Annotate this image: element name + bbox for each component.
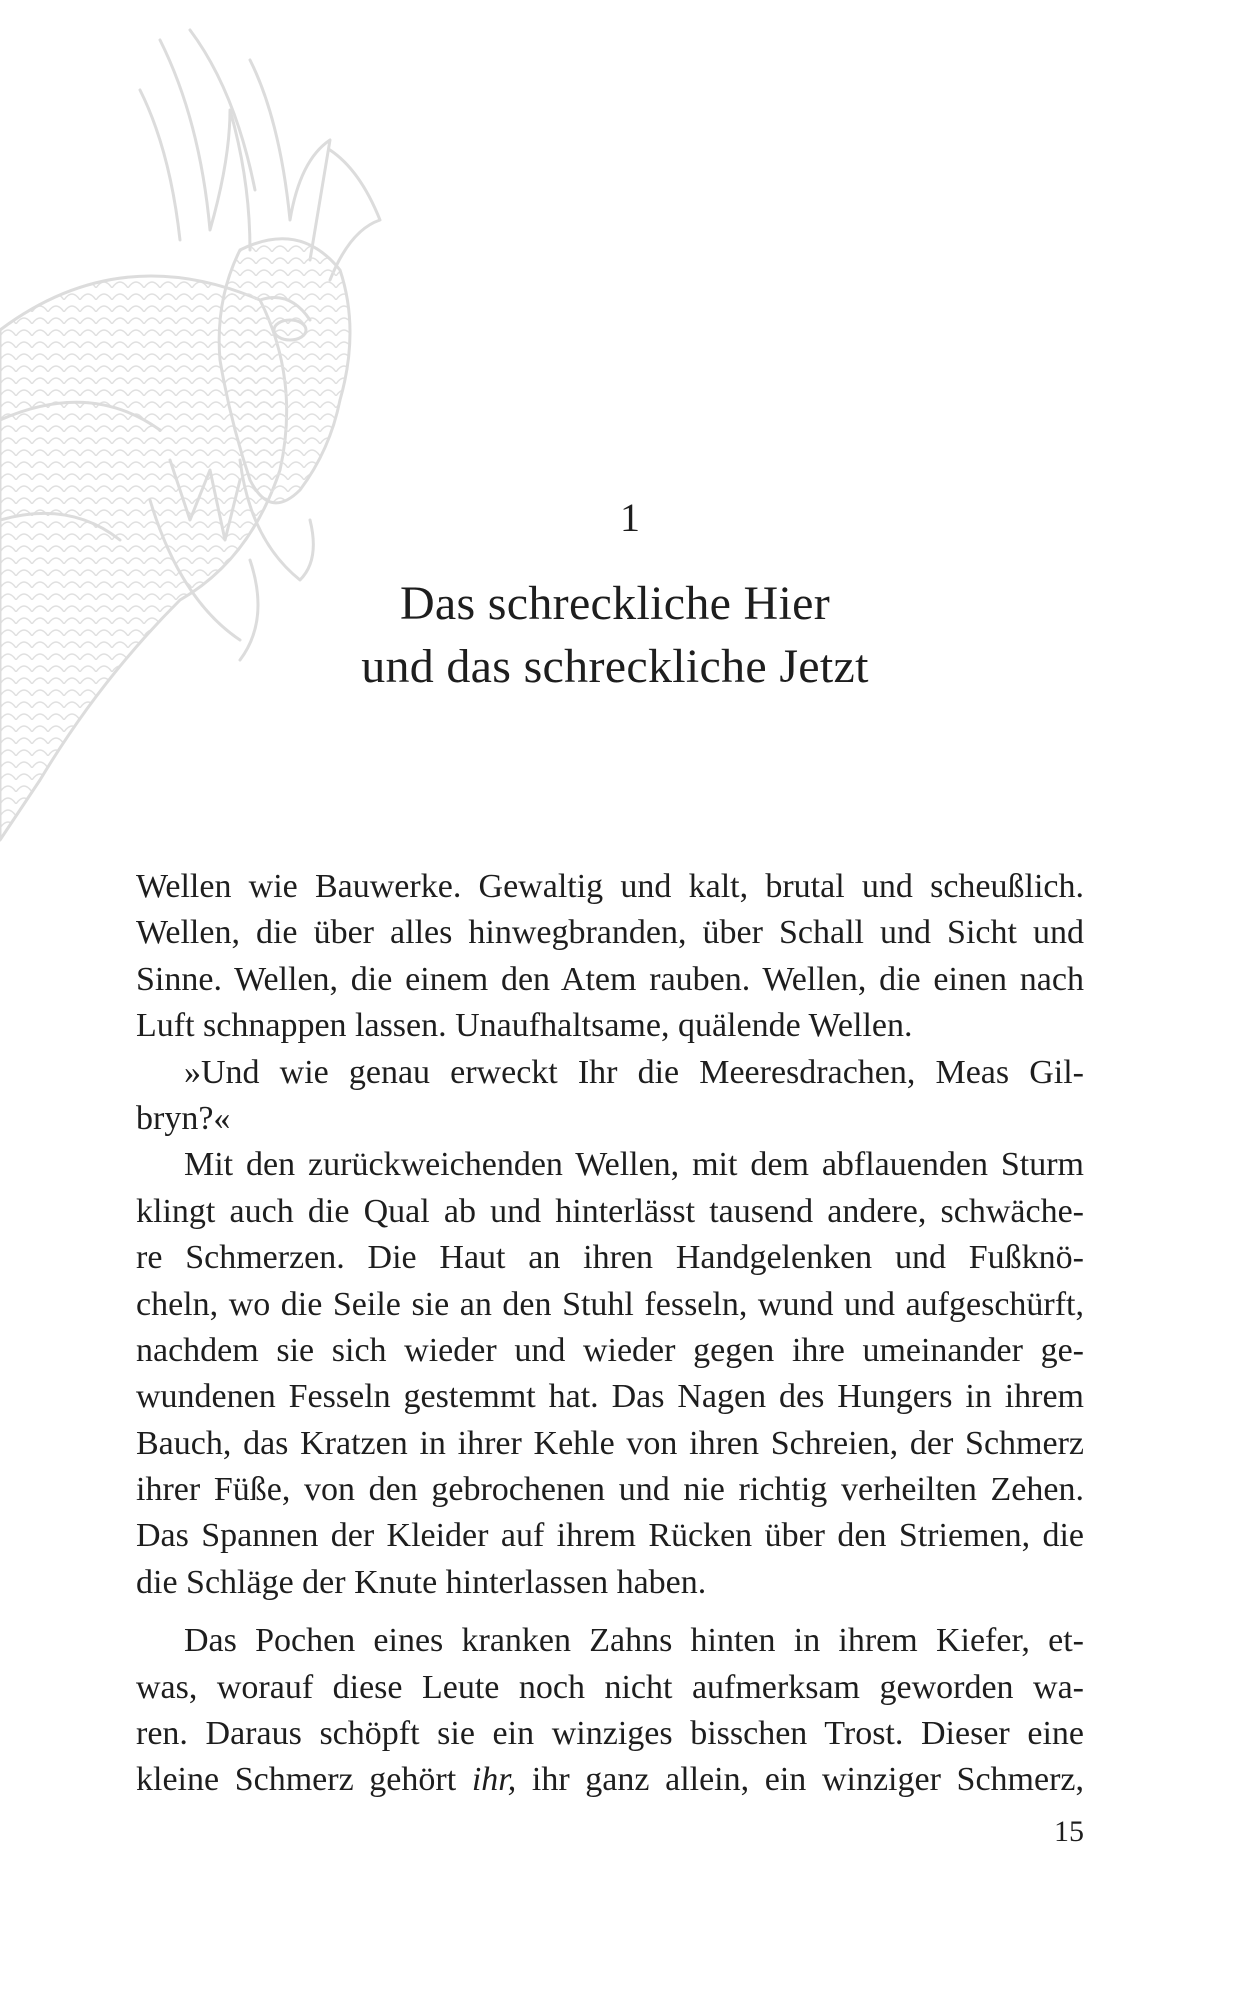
- chapter-number: 1: [620, 495, 640, 540]
- text-line: »Und wie genau erweckt Ihr die Meeresdrachen, Meas Gil-: [184, 1053, 1084, 1091]
- text-line: Luft schnappen lassen. Unaufhaltsame, quälende Wellen.: [136, 1007, 913, 1045]
- sea-dragon-illustration: [0, 0, 440, 880]
- text-line: Wellen, die über alles hinwegbranden, über Schall und Sicht und: [136, 914, 1084, 952]
- text-line: was, worauf diese Leute noch nicht aufmerksam geworden wa-: [136, 1668, 1084, 1706]
- text-line: ihrer Füße, von den gebrochenen und nie richtig verheilten Zehen.: [136, 1471, 1084, 1509]
- text-segment: ihr ganz allein, ein winziger Schmerz,: [516, 1761, 1084, 1799]
- chapter-title-line: Das schreckliche Hier: [399, 577, 831, 630]
- body-text: [136, 864, 1084, 1804]
- text-line-final: [136, 1757, 1084, 1803]
- text-line: Bauch, das Kratzen in ihrer Kehle von ihren Schreien, der Schmerz: [136, 1424, 1084, 1462]
- text-line: Wellen wie Bauwerke. Gewaltig und kalt, brutal und scheußlich.: [136, 868, 1084, 905]
- text-line: Das Pochen eines kranken Zahns hinten in ihrem Kiefer, et-: [184, 1622, 1084, 1660]
- text-line: cheln, wo die Seile sie an den Stuhl fesseln, wund und aufgeschürft,: [136, 1285, 1084, 1323]
- text-line: bryn?«: [136, 1099, 231, 1137]
- text-line: Sinne. Wellen, die einem den Atem rauben. Wellen, die einen nach: [136, 960, 1084, 998]
- text-line: ren. Daraus schöpft sie ein winziges bisschen Trost. Dieser eine: [136, 1715, 1084, 1753]
- emphasized-word: ihr,: [471, 1761, 517, 1799]
- chapter-title-line: und das schreckliche Jetzt: [361, 640, 869, 693]
- text-line: Das Spannen der Kleider auf ihrem Rücken über den Striemen, die: [136, 1517, 1084, 1555]
- text-line: re Schmerzen. Die Haut an ihren Handgelenken und Fußknö-: [136, 1239, 1084, 1277]
- text-line: die Schläge der Knute hinterlassen haben.: [136, 1563, 707, 1601]
- text-line: klingt auch die Qual ab und hinterlässt tausend andere, schwäche-: [136, 1192, 1084, 1230]
- text-segment: kleine Schmerz gehört: [136, 1761, 472, 1799]
- text-line: Mit den zurückweichenden Wellen, mit dem abflauenden Sturm: [184, 1146, 1084, 1184]
- text-line: nachdem sie sich wieder und wieder gegen ihre umeinander ge-: [136, 1331, 1084, 1369]
- chapter-title: [200, 572, 1030, 698]
- text-line: wundenen Fesseln gestemmt hat. Das Nagen des Hungers in ihrem: [136, 1378, 1084, 1416]
- page-number: 15: [1054, 1815, 1084, 1848]
